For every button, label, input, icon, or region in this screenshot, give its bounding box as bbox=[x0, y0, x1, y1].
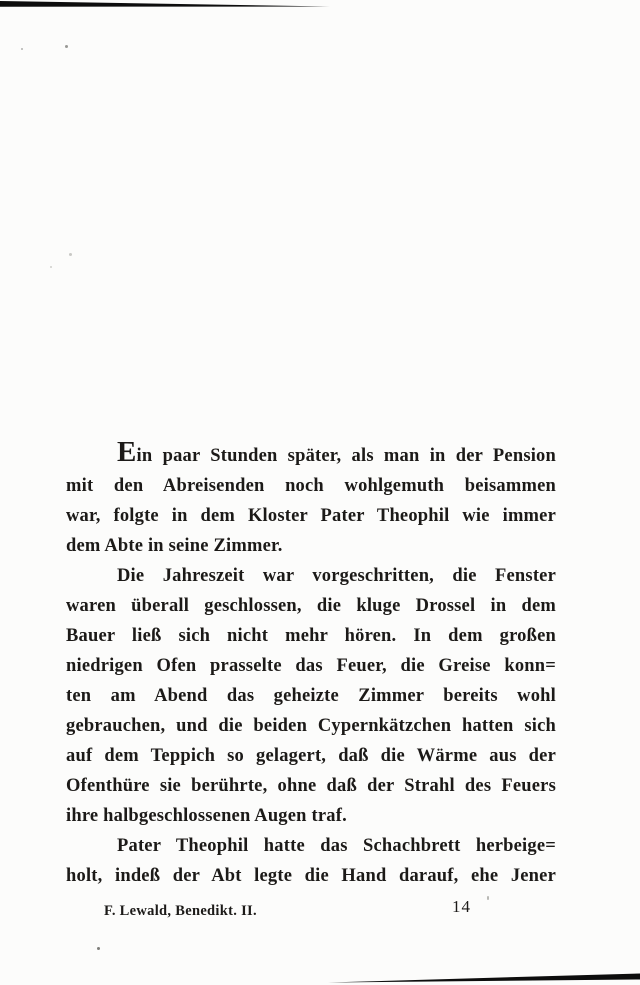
text-line: niedrigen Ofen prasselte das Feuer, die Greise konn= bbox=[66, 656, 556, 676]
text-line: holt, indeß der Abt legte die Hand darauf, ehe Jener bbox=[66, 866, 556, 886]
text-line: dem Abte in seine Zimmer. bbox=[66, 536, 283, 556]
scan-artifact-bottom bbox=[328, 974, 640, 983]
text-line: Ein paar Stunden später, als man in der Pension bbox=[117, 436, 556, 468]
text-line: Bauer ließ sich nicht mehr hören. In dem großen bbox=[66, 626, 556, 646]
text-line: waren überall geschlossen, die kluge Drossel in dem bbox=[66, 596, 556, 616]
text-line: ihre halbgeschlossenen Augen traf. bbox=[66, 806, 347, 826]
text-line: gebrauchen, und die beiden Cypernkätzchen hatten sich bbox=[66, 716, 556, 736]
text-line: ten am Abend das geheizte Zimmer bereits wohl bbox=[66, 686, 556, 706]
page-number: 14 bbox=[452, 897, 471, 916]
text-line: Ofenthüre sie berührte, ohne daß der Strahl des Feuers bbox=[66, 776, 556, 796]
scan-artifact-top bbox=[0, 1, 330, 7]
footer-signature: F. Lewald, Benedikt. II. bbox=[104, 903, 257, 919]
text-line: auf dem Teppich so gelagert, daß die Wärme aus der bbox=[66, 746, 556, 766]
text-line: Die Jahreszeit war vorgeschritten, die Fenster bbox=[117, 566, 556, 586]
scan-speck bbox=[21, 48, 23, 50]
text-line: Pater Theophil hatte das Schachbrett herbeige= bbox=[117, 836, 556, 856]
scan-speck bbox=[97, 947, 100, 950]
text-line: war, folgte in dem Kloster Pater Theophil wie immer bbox=[66, 506, 556, 526]
text-line: mit den Abreisenden noch wohlgemuth beisammen bbox=[66, 476, 556, 496]
scan-speck bbox=[69, 253, 72, 256]
scan-speck bbox=[65, 45, 68, 48]
body-text bbox=[66, 437, 556, 891]
scan-speck bbox=[487, 896, 489, 900]
scan-speck bbox=[50, 266, 52, 268]
